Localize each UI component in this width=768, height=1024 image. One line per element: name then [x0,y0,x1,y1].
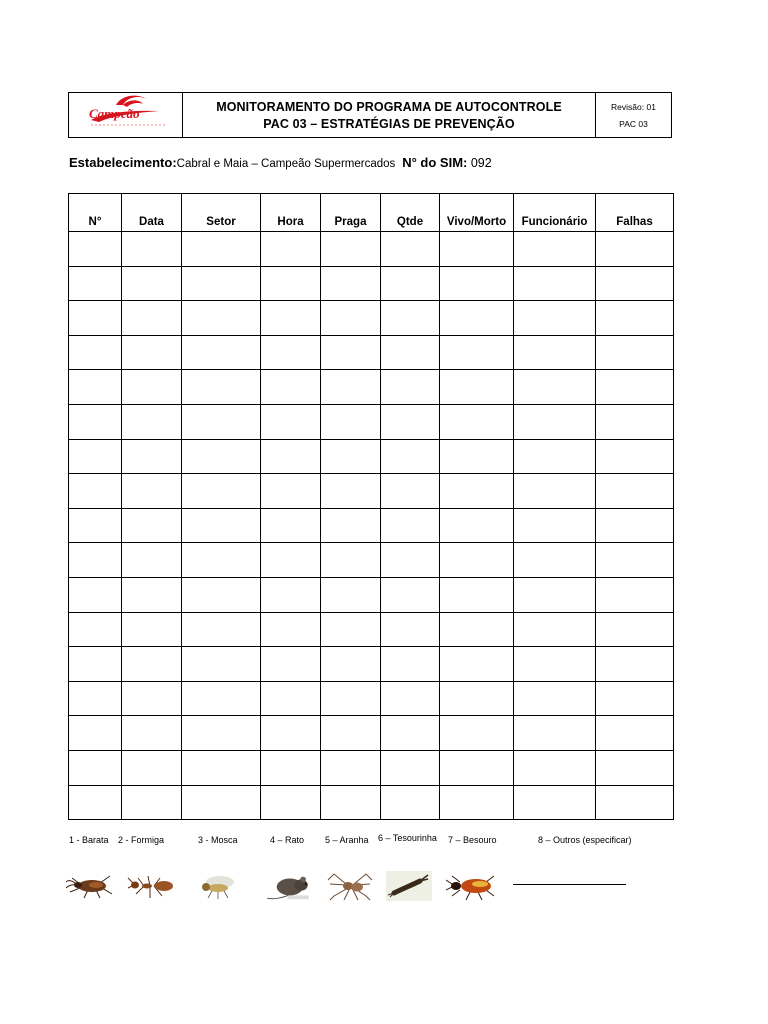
col-header-numero: N° [69,194,122,232]
legend-tesourinha: 6 – Tesourinha [378,833,437,843]
table-cell[interactable] [182,612,261,647]
table-cell[interactable] [122,232,182,267]
logo-cell [69,93,183,137]
table-cell[interactable] [321,266,381,301]
table-body [69,232,674,820]
table-cell[interactable] [122,577,182,612]
table-cell[interactable] [440,681,514,716]
table-cell[interactable] [596,404,674,439]
col-header-praga: Praga [321,194,381,232]
table-cell[interactable] [381,543,440,578]
sim-value: 092 [470,156,492,170]
table-cell[interactable] [596,335,674,370]
table-cell[interactable] [514,439,596,474]
table-row [69,439,674,474]
table-cell[interactable] [596,474,674,509]
table-cell[interactable] [182,681,261,716]
establishment-label: Estabelecimento: [69,155,177,170]
table-cell[interactable] [440,750,514,785]
table-row [69,681,674,716]
table-cell[interactable] [122,301,182,336]
legend-besouro: 7 – Besouro [448,835,497,845]
svg-text:Campeão: Campeão [89,106,140,121]
table-cell[interactable] [122,404,182,439]
table-cell[interactable] [596,301,674,336]
table-cell[interactable] [321,232,381,267]
table-cell[interactable] [321,543,381,578]
table-cell[interactable] [261,232,321,267]
table-cell[interactable] [596,439,674,474]
table-cell[interactable] [596,543,674,578]
table-cell[interactable] [381,577,440,612]
table-cell[interactable] [182,266,261,301]
table-cell[interactable] [514,750,596,785]
table-cell[interactable] [182,785,261,820]
revision-cell [595,93,671,137]
table-cell[interactable] [596,508,674,543]
table-row [69,404,674,439]
table-cell[interactable] [182,404,261,439]
legend-outros: 8 – Outros (especificar) [538,835,632,845]
table-cell[interactable] [321,716,381,751]
table-cell[interactable] [381,681,440,716]
table-cell[interactable] [381,474,440,509]
table-cell[interactable] [261,335,321,370]
table-cell[interactable] [122,681,182,716]
table-cell[interactable] [69,750,122,785]
doc-code: PAC 03 [619,118,648,129]
legend-barata: 1 - Barata [69,835,109,845]
table-cell[interactable] [182,301,261,336]
table-cell[interactable] [440,404,514,439]
table-cell[interactable] [69,612,122,647]
table-cell[interactable] [261,439,321,474]
table-cell[interactable] [261,750,321,785]
table-cell[interactable] [514,335,596,370]
fly-icon [190,870,246,902]
document-title: MONITORAMENTO DO PROGRAMA DE AUTOCONTROLE [216,99,562,114]
table-cell[interactable] [440,335,514,370]
table-cell[interactable] [321,612,381,647]
table-cell[interactable] [440,577,514,612]
table-cell[interactable] [440,439,514,474]
table-cell[interactable] [122,439,182,474]
table-cell[interactable] [440,301,514,336]
rat-icon [262,870,314,902]
table-row [69,232,674,267]
cockroach-icon [66,870,118,902]
table-cell[interactable] [182,474,261,509]
table-row [69,335,674,370]
col-header-setor: Setor [182,194,261,232]
table-cell[interactable] [514,232,596,267]
table-cell[interactable] [69,266,122,301]
table-cell[interactable] [440,474,514,509]
ant-icon [126,870,176,902]
table-cell[interactable] [321,577,381,612]
table-cell[interactable] [122,750,182,785]
table-cell[interactable] [261,404,321,439]
table-cell[interactable] [514,266,596,301]
table-cell[interactable] [182,508,261,543]
table-row [69,543,674,578]
table-cell[interactable] [69,474,122,509]
legend-mosca: 3 - Mosca [198,835,238,845]
table-cell[interactable] [321,335,381,370]
table-cell[interactable] [514,612,596,647]
table-cell[interactable] [381,232,440,267]
table-cell[interactable] [440,716,514,751]
table-cell[interactable] [69,301,122,336]
table-cell[interactable] [514,370,596,405]
table-cell[interactable] [381,785,440,820]
table-cell[interactable] [321,750,381,785]
table-cell[interactable] [596,647,674,682]
table-cell[interactable] [596,577,674,612]
table-cell[interactable] [514,716,596,751]
table-cell[interactable] [321,474,381,509]
establishment-line [69,155,492,170]
col-header-funcionario: Funcionário [514,194,596,232]
table-cell[interactable] [514,404,596,439]
table-cell[interactable] [261,474,321,509]
table-cell[interactable] [122,266,182,301]
table-cell[interactable] [122,716,182,751]
table-row [69,716,674,751]
legend-aranha: 5 – Aranha [325,835,369,845]
table-cell[interactable] [321,647,381,682]
table-cell[interactable] [321,301,381,336]
table-cell[interactable] [69,785,122,820]
table-cell[interactable] [440,612,514,647]
table-cell[interactable] [69,716,122,751]
table-cell[interactable] [261,785,321,820]
table-header-row [69,194,674,232]
document-header [68,92,672,138]
table-cell[interactable] [440,508,514,543]
table-cell[interactable] [381,716,440,751]
table-cell[interactable] [122,785,182,820]
col-header-falhas: Falhas [596,194,674,232]
table-cell[interactable] [514,301,596,336]
table-cell[interactable] [182,370,261,405]
table-cell[interactable] [182,577,261,612]
col-header-vivo-morto: Vivo/Morto [440,194,514,232]
table-cell[interactable] [261,543,321,578]
table-cell[interactable] [440,266,514,301]
table-cell[interactable] [69,335,122,370]
table-cell[interactable] [596,681,674,716]
table-cell[interactable] [122,543,182,578]
table-cell[interactable] [261,681,321,716]
table-cell[interactable] [122,335,182,370]
table-cell[interactable] [596,266,674,301]
table-row [69,612,674,647]
table-cell[interactable] [261,301,321,336]
document-subtitle: PAC 03 – ESTRATÉGIAS DE PREVENÇÃO [263,116,515,131]
table-cell[interactable] [381,439,440,474]
table-row [69,577,674,612]
table-cell[interactable] [182,439,261,474]
table-cell[interactable] [182,647,261,682]
table-cell[interactable] [440,543,514,578]
monitoring-table [68,193,674,820]
table-cell[interactable] [514,647,596,682]
spider-icon [326,870,374,902]
table-cell[interactable] [596,785,674,820]
table-cell[interactable] [122,612,182,647]
table-cell[interactable] [596,750,674,785]
table-cell[interactable] [182,543,261,578]
table-cell[interactable] [122,370,182,405]
table-cell[interactable] [69,232,122,267]
table-cell[interactable] [514,785,596,820]
table-cell[interactable] [122,508,182,543]
table-row [69,266,674,301]
table-cell[interactable] [261,266,321,301]
establishment-value: Cabral e Maia – Campeão Supermercados [176,158,396,170]
table-cell[interactable] [261,370,321,405]
earwig-icon [386,870,432,902]
table-cell[interactable] [381,370,440,405]
table-cell[interactable] [596,232,674,267]
table-cell[interactable] [514,474,596,509]
table-cell[interactable] [440,647,514,682]
table-cell[interactable] [122,474,182,509]
table-cell[interactable] [514,543,596,578]
table-cell[interactable] [182,335,261,370]
sim-label: N° do SIM: [402,155,468,170]
table-cell[interactable] [381,647,440,682]
legend-formiga: 2 - Formiga [118,835,165,845]
table-cell[interactable] [321,370,381,405]
table-cell[interactable] [514,577,596,612]
table-cell[interactable] [122,647,182,682]
table-cell[interactable] [514,681,596,716]
table-cell[interactable] [69,577,122,612]
table-cell[interactable] [321,785,381,820]
table-cell[interactable] [182,750,261,785]
table-cell[interactable] [261,716,321,751]
table-cell[interactable] [596,370,674,405]
table-cell[interactable] [261,647,321,682]
table-cell[interactable] [321,404,381,439]
table-cell[interactable] [381,612,440,647]
table-cell[interactable] [440,785,514,820]
table-cell[interactable] [69,370,122,405]
table-cell[interactable] [69,508,122,543]
table-row [69,508,674,543]
col-header-data: Data [122,194,182,232]
table-cell[interactable] [321,508,381,543]
beetle-icon [446,870,502,902]
table-row [69,301,674,336]
table-cell[interactable] [381,750,440,785]
col-header-qtde: Qtde [381,194,440,232]
table-cell[interactable] [381,404,440,439]
table-cell[interactable] [381,508,440,543]
table-cell[interactable] [69,647,122,682]
table-cell[interactable] [440,370,514,405]
table-row [69,750,674,785]
table-cell[interactable] [182,716,261,751]
table-row [69,785,674,820]
table-cell[interactable] [69,439,122,474]
table-cell[interactable] [69,543,122,578]
table-row [69,474,674,509]
table-cell[interactable] [440,232,514,267]
table-cell[interactable] [182,232,261,267]
table-cell[interactable] [381,335,440,370]
campeao-logo-icon [69,93,182,137]
table-cell[interactable] [381,266,440,301]
outros-specify-line [513,884,626,885]
table-row [69,647,674,682]
col-header-hora: Hora [261,194,321,232]
table-cell[interactable] [381,301,440,336]
table-cell[interactable] [321,681,381,716]
table-cell[interactable] [596,612,674,647]
table-cell[interactable] [69,681,122,716]
table-cell[interactable] [514,508,596,543]
revision-label: Revisão: 01 [611,101,656,112]
title-cell [183,93,595,137]
table-cell[interactable] [321,439,381,474]
table-cell[interactable] [69,404,122,439]
table-row [69,370,674,405]
table-cell[interactable] [261,612,321,647]
table-cell[interactable] [261,577,321,612]
table-cell[interactable] [261,508,321,543]
legend-rato: 4 – Rato [270,835,305,845]
table-cell[interactable] [596,716,674,751]
